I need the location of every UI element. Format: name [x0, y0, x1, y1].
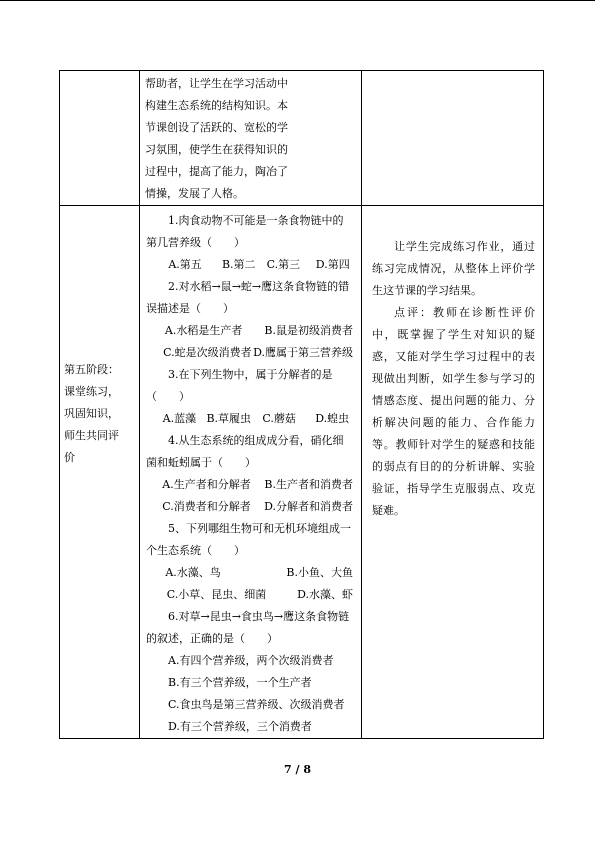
question-option: A.蓝藻 — [162, 412, 197, 425]
commentary-text — [362, 206, 543, 522]
question-stem: 3.在下列生物中，属于分解者的是（ ） — [146, 368, 333, 403]
option-row — [146, 694, 353, 716]
option-row — [146, 408, 353, 430]
question-stem: 6.对草→昆虫→食虫鸟→鹰这条食物链的叙述，正确的是（ ） — [146, 610, 350, 645]
question-option: C.小草、昆虫、细菌 — [166, 588, 267, 601]
question-stem: 1.肉食动物不可能是一条食物链中的第几营养级（ ） — [146, 214, 344, 249]
option-row — [146, 650, 353, 672]
option-row — [146, 342, 353, 364]
stage-cell-empty — [60, 71, 140, 206]
question-option: C.食虫鸟是第三营养级、次级消费者 — [168, 698, 345, 711]
question-option: B.小鱼、大鱼 — [286, 566, 353, 579]
stage-line: 师生共同评 — [64, 429, 119, 442]
stage-line: 巩固知识， — [64, 407, 119, 420]
exercise-cell — [140, 206, 362, 739]
question-option: A.水藻、鸟 — [165, 566, 221, 579]
option-row — [146, 562, 353, 584]
question-option: D.有三个营养级，三个消费者 — [168, 720, 312, 733]
question-option: C.消费者和分解者 — [162, 500, 251, 513]
question-option: C.第三 — [266, 258, 301, 271]
page-number: 7 / 8 — [284, 763, 311, 776]
option-row — [146, 474, 353, 496]
question-option: D.鹰属于第三营养级 — [253, 346, 353, 359]
question-option: D.蝗虫 — [315, 412, 350, 425]
question-stem: 2.对水稻→鼠→蛇→鹰这条食物链的错误描述是（ ） — [146, 280, 350, 315]
stage-line: 第五阶段： — [64, 363, 119, 376]
question-option: A.有四个营养级，两个次级消费者 — [168, 654, 334, 667]
question-option: C.蘑菇 — [262, 412, 296, 425]
lesson-plan-table — [59, 70, 544, 739]
option-row — [146, 496, 353, 518]
question-option: D.第四 — [315, 258, 350, 271]
question-option: A.第五 — [168, 258, 202, 271]
option-row — [146, 584, 353, 606]
stage-label — [60, 206, 139, 469]
question-stem: 5、下列哪组生物可和无机环境组成一个生态系统（ ） — [146, 522, 351, 557]
exercise-list — [140, 206, 361, 738]
option-row — [146, 672, 353, 694]
stage-line: 课堂练习， — [64, 385, 119, 398]
commentary-cell-empty — [362, 71, 544, 206]
option-row — [146, 254, 353, 276]
design-intent-cell — [140, 71, 362, 206]
design-intent-text: 帮助者，让学生在学习活动中构建生态系统的结构知识。本节课创设了活跃的、宽松的学习氛围，使学生在获得知识的过程中，提高了能力，陶冶了情操，发展了人格。 — [145, 77, 288, 200]
stage-line: 价 — [64, 451, 75, 464]
question-option: B.草履虫 — [206, 412, 252, 425]
question-option: C.蛇是次级消费者 — [163, 346, 252, 359]
stage-cell — [60, 206, 140, 739]
question-stem: 4.从生态系统的组成成分看，硝化细菌和蚯蚓属于（ ） — [146, 434, 344, 469]
table-row — [60, 71, 544, 206]
question-option: A.生产者和分解者 — [162, 478, 251, 491]
question-option: B.生产者和消费者 — [264, 478, 353, 491]
commentary-cell — [362, 206, 544, 739]
commentary-paragraph: 让学生完成练习作业，通过练习完成情况，从整体上评价学生这节课的学习结果。 — [372, 240, 535, 297]
question-option: D.水藻、虾 — [297, 588, 353, 601]
option-row — [146, 716, 353, 738]
commentary-paragraph: 点评：教师在诊断性评价中，既掌握了学生对知识的疑惑，又能对学生学习过程中的表现做出判断，如学生参与学习的情感态度、提出问题的能力、分析解决问题的能力、合作能力等。教师针对学生的疑惑和技能的弱点有目的的分析讲解、实验验证，指导学生克服弱点、攻克疑难。 — [372, 306, 535, 517]
option-row — [146, 320, 353, 342]
question-option: D.分解者和消费者 — [264, 500, 353, 513]
question-option: B.第二 — [221, 258, 256, 271]
question-option: B.有三个营养级，一个生产者 — [168, 676, 312, 689]
question-option: B.鼠是初级消费者 — [264, 324, 353, 337]
question-option: A.水稻是生产者 — [164, 324, 243, 337]
table-row — [60, 206, 544, 739]
